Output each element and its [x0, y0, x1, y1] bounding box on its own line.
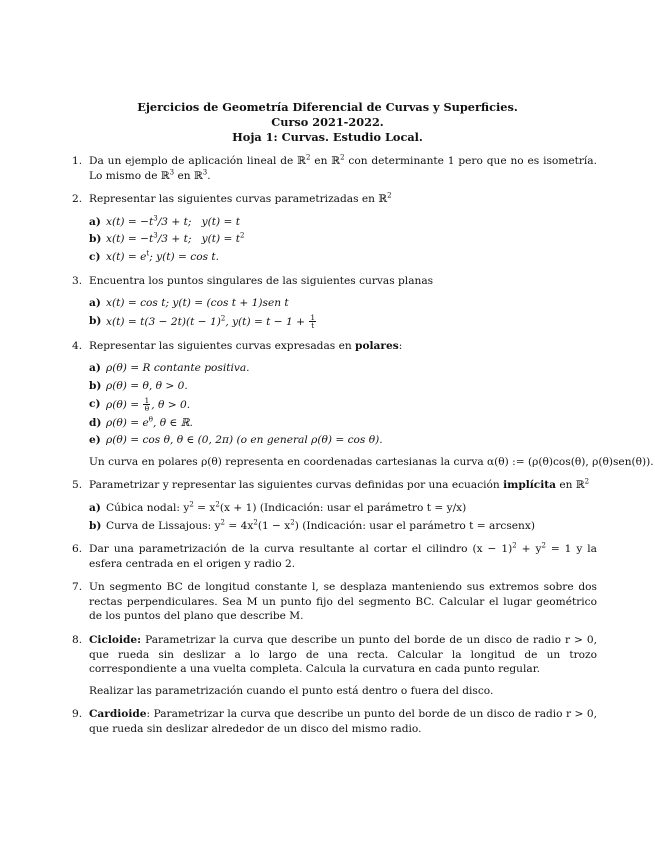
exercise-note: Realizar las parametrización cuando el punto está dentro o fuera del disco. — [89, 684, 494, 697]
header-course: Curso 2021-2022. — [271, 115, 384, 129]
exercise-number: 1. — [72, 155, 83, 167]
exercise-number: 3. — [72, 274, 83, 287]
subitem-a: a) x(t) = cos t; y(t) = (cos t + 1)sen t — [89, 297, 289, 310]
header-title: Ejercicios de Geometría Diferencial de Curvas y Superficies. — [137, 100, 518, 114]
exercise-number: 2. — [72, 193, 83, 206]
subitem-e: e) ρ(θ) = cos θ, θ ∈ (0, 2π) (o en general ρ(θ) = cos θ). — [89, 434, 383, 447]
exercise-1: 1. Da un ejemplo de aplicación lineal de ℝ$^2$ en ℝ$^2$ con determinante 1 pero que no es isometría. Lo mismo de ℝ$^3$ en ℝ$^3$. — [72, 153, 597, 182]
subitem-b: b) $x(t) = t(3 - 2t)(t - 1)^2$, y(t) = t − 1 + $\frac{1}{t}$ — [89, 312, 316, 331]
subitem-b: b) $x(t) = -t^3/3 + t$; $y(t) = t^2$ — [89, 231, 245, 246]
exercise-list — [72, 153, 654, 746]
exercise-7: 7. Un segmento BC de longitud constante l, se desplaza manteniendo sus extremos sobre dos rectas perpendiculares. Sea M un punto fijo del segmento BC. Calcular el lugar geométrico de los puntos del plano que describe M. — [72, 581, 597, 623]
subitem-c: c) $x(t) = e^t$; y(t) = cos t. — [89, 249, 220, 263]
header-sheet: Hoja 1: Curvas. Estudio Local. — [232, 130, 423, 144]
exercise-note: Un curva en polares ρ(θ) representa en coordenadas cartesianas la curva α(θ) := (ρ(θ)cos(θ), ρ(θ)sen(θ)). — [89, 455, 654, 468]
document-header — [0, 100, 655, 145]
exercise-6: 6. Dar una parametrización de la curva resultante al cortar el cilindro $(x - 1)^2 + y^2 = 1$ y la esfera centrada en el origen y radio 2. — [72, 541, 597, 570]
exercise-5: 5. Parametrizar y representar las siguientes curvas definidas por una ecuación implícita en ℝ$^2$ a) Cúbica nodal: $y^2 = x^2(x + 1)$ (Indicación: usar el parámetro t = y/x) b) Curva de Lissajous: $y^2 = 4x^2(1 - x^2)$ (Indicación: usar el parámetro t = arcsenx) — [72, 478, 597, 533]
exercise-number: 4. — [72, 339, 83, 352]
subitem-a: a) $x(t) = -t^3/3 + t$; y(t) = t — [89, 214, 240, 228]
subitem-b: b) ρ(θ) = θ, θ > 0. — [89, 379, 188, 392]
exercise-3: 3. Encuentra los puntos singulares de las siguientes curvas planas a) x(t) = cos t; y(t) = (cos t + 1)sen t b) $x(t) = t(3 - 2t)(t - 1)^2$, y(t) = t − 1 + $\frac{1}{t}$ — [72, 274, 597, 330]
exercise-4: 4. Representar las siguientes curvas expresadas en polares: a) ρ(θ) = R contante positiva. b) ρ(θ) = θ, θ > 0. c) ρ(θ) = $\frac{1}{\theta}$ , θ > 0. d) $\rho(\theta) = e^\theta$, θ ∈ ℝ. e) ρ(θ) = cos θ, θ ∈ (0, 2π) (o en general ρ(θ) = cos θ). Un curva en polares ρ(θ) representa en coordenadas cartesianas la curva α(θ) := (ρ(θ)cos(θ), ρ(θ)sen(θ)). — [72, 339, 654, 468]
subitem-d: d) $\rho(\theta) = e^\theta$, θ ∈ ℝ. — [89, 415, 193, 429]
exercise-8: 8. Cicloide: Parametrizar la curva que describe un punto del borde de un disco de radio r > 0, que rueda sin deslizar a lo largo de una recta. Calcular la longitud de un trozo correspondiente a una vuelta completa. Calcula la curvatura en cada punto regular. Realizar las parametrización cuando el punto está dentro o fuera del disco. — [72, 634, 597, 697]
exercise-number: 7. — [72, 581, 83, 594]
exercise-number: 8. — [72, 634, 83, 647]
subitem-b: b) Curva de Lissajous: $y^2 = 4x^2(1 - x^2)$ (Indicación: usar el parámetro t = arcsenx) — [89, 517, 535, 532]
subitem-a: a) ρ(θ) = R contante positiva. — [89, 362, 250, 375]
subitem-a: a) Cúbica nodal: $y^2 = x^2(x + 1)$ (Indicación: usar el parámetro t = y/x) — [89, 500, 467, 514]
exercise-9: 9. Cardioide: Parametrizar la curva que describe un punto del borde de un disco de radio r > 0, que rueda sin deslizar alrededor de un disco del mismo radio. — [72, 708, 597, 736]
exercise-number: 6. — [72, 543, 83, 556]
exercise-number: 9. — [72, 708, 83, 721]
exercise-2: 2. Representar las siguientes curvas parametrizadas en ℝ$^2$ a) $x(t) = -t^3/3 + t$; y(t) = t b) $x(t) = -t^3/3 + t$; $y(t) = t^2$ c) $x(t) = e^t$; y(t) = cos t. — [72, 192, 597, 264]
exercise-number: 5. — [72, 479, 83, 492]
subitem-c: c) ρ(θ) = $\frac{1}{\theta}$ , θ > 0. — [89, 395, 191, 414]
